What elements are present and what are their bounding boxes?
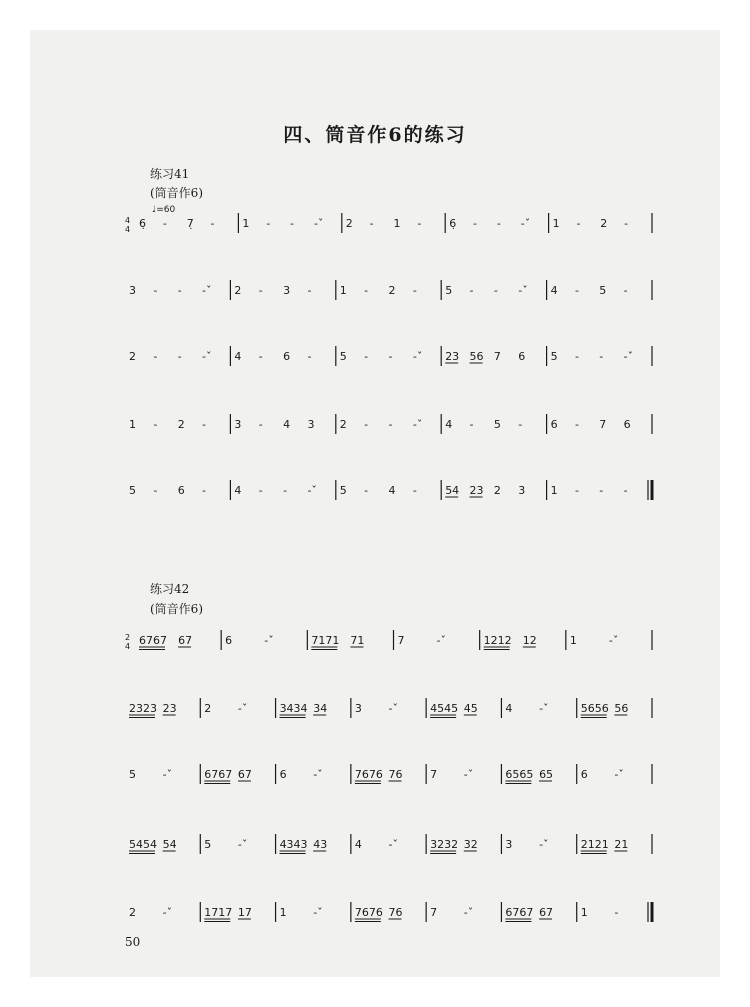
exercise-41-tempo: ♩=60: [152, 205, 176, 215]
note: -: [153, 284, 158, 297]
note: -: [469, 418, 474, 431]
note: 45: [463, 702, 478, 715]
note: 12: [522, 634, 537, 647]
note: -ˇ: [412, 350, 423, 363]
note: 6: [177, 484, 185, 497]
note: 3: [283, 284, 291, 297]
time-signature-bottom: 4: [125, 642, 131, 651]
note: 67: [539, 906, 554, 919]
note: 2: [493, 484, 501, 497]
page-title: 四、筒音作6的练习: [283, 124, 467, 146]
note: 4: [445, 418, 453, 431]
note: 67: [237, 768, 252, 781]
note: -ˇ: [436, 634, 447, 647]
note: 2: [129, 906, 136, 919]
note: 5: [493, 418, 501, 431]
note: 7676: [354, 906, 383, 919]
note: 5: [599, 284, 607, 297]
note: 6: [283, 350, 291, 363]
note: 6: [623, 418, 631, 431]
note: 5: [129, 768, 136, 781]
note: -: [574, 418, 579, 431]
note: -: [496, 217, 501, 230]
note: 4: [550, 284, 558, 297]
note: -ˇ: [539, 838, 549, 851]
note: 5: [550, 350, 558, 363]
note: 76: [388, 768, 403, 781]
note: -: [266, 217, 271, 230]
note: 6: [580, 768, 588, 781]
note: 1: [569, 634, 577, 647]
exercise-42-label: 练习42: [150, 582, 190, 596]
note: 7: [430, 906, 438, 919]
note: -: [290, 217, 295, 230]
note: 2: [204, 702, 212, 715]
note: -: [574, 284, 579, 297]
note: -: [369, 217, 374, 230]
note: 3232: [430, 838, 459, 851]
note: 4: [505, 702, 513, 715]
note: 4545: [430, 702, 459, 715]
page-number: 50: [125, 935, 141, 949]
exercise-42-subtitle: (筒音作6): [150, 602, 203, 616]
note: -: [388, 418, 393, 431]
note: -: [153, 418, 158, 431]
note: 4: [234, 350, 242, 363]
note: -: [162, 217, 167, 230]
note: 1: [393, 217, 401, 230]
note: 21: [614, 838, 629, 851]
note: 2: [600, 217, 608, 230]
note: -: [469, 284, 474, 297]
time-signature-top: 2: [125, 633, 131, 642]
note: 76: [388, 906, 403, 919]
note: -: [574, 484, 579, 497]
note: -: [177, 350, 182, 363]
note: -: [364, 284, 369, 297]
note: 6: [518, 350, 526, 363]
note: 5: [339, 484, 347, 497]
note: -ˇ: [539, 702, 549, 715]
note: -: [258, 284, 263, 297]
note: 6: [279, 768, 287, 781]
note: 1: [550, 484, 558, 497]
note: -: [258, 350, 263, 363]
note: 5454: [129, 838, 157, 851]
note: -ˇ: [388, 838, 398, 851]
note: -: [388, 350, 393, 363]
note: 3: [307, 418, 315, 431]
note: -: [599, 350, 604, 363]
note: -: [473, 217, 478, 230]
note: -: [202, 418, 207, 431]
note: -: [623, 284, 628, 297]
note: -ˇ: [264, 634, 274, 647]
note: 4: [388, 484, 396, 497]
note: 3: [129, 284, 136, 297]
note: 1717: [204, 906, 233, 919]
note: 7: [430, 768, 438, 781]
note: 3: [505, 838, 513, 851]
note: -: [210, 217, 215, 230]
note: -: [576, 217, 581, 230]
note: 4: [283, 418, 291, 431]
exercise-41-subtitle: (筒音作6): [150, 186, 203, 200]
note: 6: [550, 418, 558, 431]
note: 2: [388, 284, 396, 297]
note: -: [417, 217, 422, 230]
note: 7: [599, 418, 607, 431]
note: 67: [178, 634, 193, 647]
time-signature-bottom: 4: [125, 225, 131, 234]
note: 1212: [483, 634, 512, 647]
score-page: [30, 30, 720, 977]
note: 7̣: [186, 217, 194, 230]
note: -ˇ: [307, 484, 317, 497]
note: -: [364, 350, 369, 363]
note: 6767: [139, 634, 167, 647]
note: 7171: [311, 634, 340, 647]
note: 7676: [354, 768, 383, 781]
note: 3: [518, 484, 526, 497]
notation-area: [30, 30, 720, 977]
note: 5: [129, 484, 136, 497]
note: -ˇ: [388, 702, 398, 715]
exercise-41-label: 练习41: [150, 167, 190, 181]
note: -: [364, 484, 369, 497]
note: 5: [445, 284, 453, 297]
note: 34: [313, 702, 328, 715]
note: 7: [397, 634, 405, 647]
note: 56: [614, 702, 629, 715]
note: -ˇ: [608, 634, 619, 647]
note: 2: [234, 284, 242, 297]
note: 54: [162, 838, 177, 851]
note: 6565: [505, 768, 534, 781]
note: -ˇ: [412, 418, 423, 431]
note: 23: [445, 350, 460, 363]
note: -ˇ: [313, 768, 323, 781]
note: 2: [177, 418, 185, 431]
note: 5656: [580, 702, 609, 715]
note: -ˇ: [520, 217, 531, 230]
note: -: [493, 284, 498, 297]
time-signature-top: 4: [125, 216, 131, 225]
note: 56: [469, 350, 484, 363]
note: 6767: [505, 906, 534, 919]
note: -: [614, 906, 619, 919]
note: -ˇ: [623, 350, 634, 363]
note: 4343: [279, 838, 308, 851]
note: -ˇ: [237, 838, 248, 851]
note: 23: [469, 484, 484, 497]
note: -: [283, 484, 288, 497]
note: -ˇ: [313, 906, 323, 919]
note: 2323: [129, 702, 157, 715]
note: 3: [234, 418, 242, 431]
note: 65: [539, 768, 554, 781]
note: 3434: [279, 702, 308, 715]
note: 5: [204, 838, 212, 851]
note: -: [202, 484, 207, 497]
note: 6: [225, 634, 233, 647]
note: 4: [354, 838, 362, 851]
note: 43: [313, 838, 328, 851]
note: -ˇ: [518, 284, 528, 297]
note: -ˇ: [463, 768, 474, 781]
note: -ˇ: [162, 768, 173, 781]
note: 2: [339, 418, 347, 431]
note: 71: [350, 634, 365, 647]
note: -: [153, 484, 158, 497]
note: -: [412, 484, 417, 497]
note: -: [258, 484, 263, 497]
note: -: [599, 484, 604, 497]
note: -ˇ: [202, 284, 212, 297]
note: -ˇ: [237, 702, 248, 715]
note: 3: [354, 702, 362, 715]
note: 1: [242, 217, 250, 230]
note: -: [623, 484, 628, 497]
note: 1: [552, 217, 560, 230]
note: 32: [463, 838, 478, 851]
note: 1: [129, 418, 136, 431]
note: -: [518, 418, 523, 431]
note: 7: [493, 350, 501, 363]
note: 6̣: [449, 217, 457, 230]
note: 6̣: [139, 217, 146, 230]
note: -: [258, 418, 263, 431]
note: 2: [345, 217, 353, 230]
note: 2: [129, 350, 136, 363]
note: -ˇ: [463, 906, 474, 919]
note: -: [307, 284, 312, 297]
note: 54: [445, 484, 460, 497]
note: 4: [234, 484, 242, 497]
note: -ˇ: [614, 768, 624, 781]
note: -ˇ: [202, 350, 212, 363]
note: 1: [580, 906, 588, 919]
note: 1: [339, 284, 347, 297]
note: -: [412, 284, 417, 297]
note: 2121: [580, 838, 609, 851]
note: 6767: [204, 768, 233, 781]
note: -: [574, 350, 579, 363]
note: -ˇ: [313, 217, 324, 230]
note: -: [624, 217, 629, 230]
note: 17: [237, 906, 252, 919]
note: -: [153, 350, 158, 363]
note: 23: [162, 702, 177, 715]
note: -: [364, 418, 369, 431]
note: 5: [339, 350, 347, 363]
note: -: [307, 350, 312, 363]
note: -ˇ: [162, 906, 173, 919]
note: 1: [279, 906, 287, 919]
note: -: [177, 284, 182, 297]
